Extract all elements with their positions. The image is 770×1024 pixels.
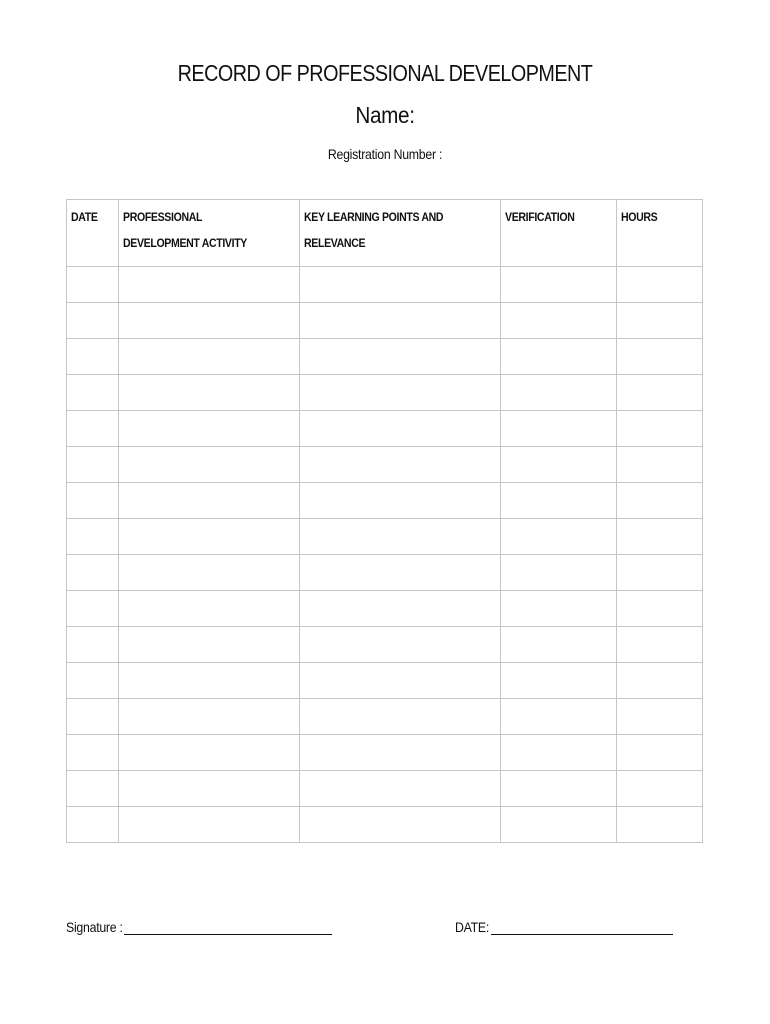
key-learning-cell[interactable] bbox=[300, 303, 501, 339]
hours-cell[interactable] bbox=[617, 771, 703, 807]
activity-cell[interactable] bbox=[119, 267, 300, 303]
table-row bbox=[67, 735, 703, 771]
key-learning-cell[interactable] bbox=[300, 483, 501, 519]
table-row bbox=[67, 627, 703, 663]
verification-cell[interactable] bbox=[501, 627, 617, 663]
verification-cell[interactable] bbox=[501, 663, 617, 699]
activity-cell[interactable] bbox=[119, 339, 300, 375]
hours-cell[interactable] bbox=[617, 303, 703, 339]
activity-cell[interactable] bbox=[119, 663, 300, 699]
key-learning-cell[interactable] bbox=[300, 735, 501, 771]
signature-line[interactable] bbox=[124, 916, 332, 935]
activity-cell[interactable] bbox=[119, 519, 300, 555]
activity-cell[interactable] bbox=[119, 591, 300, 627]
table-row bbox=[67, 267, 703, 303]
date-field bbox=[455, 916, 673, 935]
hours-cell[interactable] bbox=[617, 555, 703, 591]
table-row bbox=[67, 699, 703, 735]
hours-cell[interactable] bbox=[617, 663, 703, 699]
table-header-row bbox=[67, 200, 703, 267]
verification-cell[interactable] bbox=[501, 267, 617, 303]
signature-label: Signature : bbox=[66, 919, 123, 935]
verification-cell[interactable] bbox=[501, 771, 617, 807]
key-learning-cell[interactable] bbox=[300, 267, 501, 303]
hours-cell[interactable] bbox=[617, 267, 703, 303]
hours-cell[interactable] bbox=[617, 699, 703, 735]
table-row bbox=[67, 411, 703, 447]
column-header-date: DATE bbox=[67, 200, 119, 267]
verification-cell[interactable] bbox=[501, 447, 617, 483]
verification-cell[interactable] bbox=[501, 735, 617, 771]
date-cell[interactable] bbox=[67, 735, 119, 771]
date-cell[interactable] bbox=[67, 267, 119, 303]
key-learning-cell[interactable] bbox=[300, 447, 501, 483]
hours-cell[interactable] bbox=[617, 627, 703, 663]
verification-cell[interactable] bbox=[501, 303, 617, 339]
activity-cell[interactable] bbox=[119, 627, 300, 663]
hours-cell[interactable] bbox=[617, 483, 703, 519]
document-title: RECORD OF PROFESSIONAL DEVELOPMENT bbox=[177, 60, 593, 86]
verification-cell[interactable] bbox=[501, 411, 617, 447]
date-cell[interactable] bbox=[67, 555, 119, 591]
date-cell[interactable] bbox=[67, 771, 119, 807]
date-line[interactable] bbox=[491, 916, 673, 935]
date-cell[interactable] bbox=[67, 303, 119, 339]
key-learning-cell[interactable] bbox=[300, 375, 501, 411]
verification-cell[interactable] bbox=[501, 375, 617, 411]
key-learning-cell[interactable] bbox=[300, 555, 501, 591]
hours-cell[interactable] bbox=[617, 375, 703, 411]
hours-cell[interactable] bbox=[617, 807, 703, 843]
registration-number-label: Registration Number : bbox=[327, 146, 443, 162]
column-header-activity: PROFESSIONAL DEVELOPMENT ACTIVITY bbox=[119, 200, 300, 267]
key-learning-cell[interactable] bbox=[300, 699, 501, 735]
table-row bbox=[67, 303, 703, 339]
table-row bbox=[67, 519, 703, 555]
activity-cell[interactable] bbox=[119, 735, 300, 771]
activity-cell[interactable] bbox=[119, 771, 300, 807]
table-row bbox=[67, 663, 703, 699]
verification-cell[interactable] bbox=[501, 699, 617, 735]
name-label: Name: bbox=[355, 102, 415, 128]
date-cell[interactable] bbox=[67, 591, 119, 627]
table-row bbox=[67, 339, 703, 375]
key-learning-cell[interactable] bbox=[300, 771, 501, 807]
verification-cell[interactable] bbox=[501, 807, 617, 843]
key-learning-cell[interactable] bbox=[300, 591, 501, 627]
table-row bbox=[67, 555, 703, 591]
date-cell[interactable] bbox=[67, 339, 119, 375]
hours-cell[interactable] bbox=[617, 735, 703, 771]
activity-cell[interactable] bbox=[119, 807, 300, 843]
verification-cell[interactable] bbox=[501, 339, 617, 375]
table-row bbox=[67, 591, 703, 627]
key-learning-cell[interactable] bbox=[300, 519, 501, 555]
date-cell[interactable] bbox=[67, 519, 119, 555]
table-row bbox=[67, 447, 703, 483]
key-learning-cell[interactable] bbox=[300, 411, 501, 447]
date-cell[interactable] bbox=[67, 483, 119, 519]
activity-cell[interactable] bbox=[119, 303, 300, 339]
column-header-hours: HOURS bbox=[617, 200, 703, 267]
hours-cell[interactable] bbox=[617, 411, 703, 447]
key-learning-cell[interactable] bbox=[300, 807, 501, 843]
development-record-table bbox=[66, 199, 703, 843]
hours-cell[interactable] bbox=[617, 339, 703, 375]
activity-cell[interactable] bbox=[119, 411, 300, 447]
table-row bbox=[67, 771, 703, 807]
column-header-verification: VERIFICATION bbox=[501, 200, 617, 267]
table-row bbox=[67, 375, 703, 411]
hours-cell[interactable] bbox=[617, 591, 703, 627]
hours-cell[interactable] bbox=[617, 519, 703, 555]
verification-cell[interactable] bbox=[501, 591, 617, 627]
table-row bbox=[67, 807, 703, 843]
verification-cell[interactable] bbox=[501, 483, 617, 519]
date-label: DATE: bbox=[455, 919, 490, 935]
activity-cell[interactable] bbox=[119, 555, 300, 591]
activity-cell[interactable] bbox=[119, 699, 300, 735]
activity-cell[interactable] bbox=[119, 483, 300, 519]
date-cell[interactable] bbox=[67, 447, 119, 483]
column-header-key-learning: KEY LEARNING POINTS AND RELEVANCE bbox=[300, 200, 501, 267]
activity-cell[interactable] bbox=[119, 375, 300, 411]
date-cell[interactable] bbox=[67, 411, 119, 447]
signature-field bbox=[66, 916, 332, 935]
verification-cell[interactable] bbox=[501, 555, 617, 591]
hours-cell[interactable] bbox=[617, 447, 703, 483]
key-learning-cell[interactable] bbox=[300, 627, 501, 663]
date-cell[interactable] bbox=[67, 627, 119, 663]
verification-cell[interactable] bbox=[501, 519, 617, 555]
key-learning-cell[interactable] bbox=[300, 339, 501, 375]
key-learning-cell[interactable] bbox=[300, 663, 501, 699]
table-row bbox=[67, 483, 703, 519]
activity-cell[interactable] bbox=[119, 447, 300, 483]
date-cell[interactable] bbox=[67, 375, 119, 411]
date-cell[interactable] bbox=[67, 807, 119, 843]
date-cell[interactable] bbox=[67, 663, 119, 699]
date-cell[interactable] bbox=[67, 699, 119, 735]
